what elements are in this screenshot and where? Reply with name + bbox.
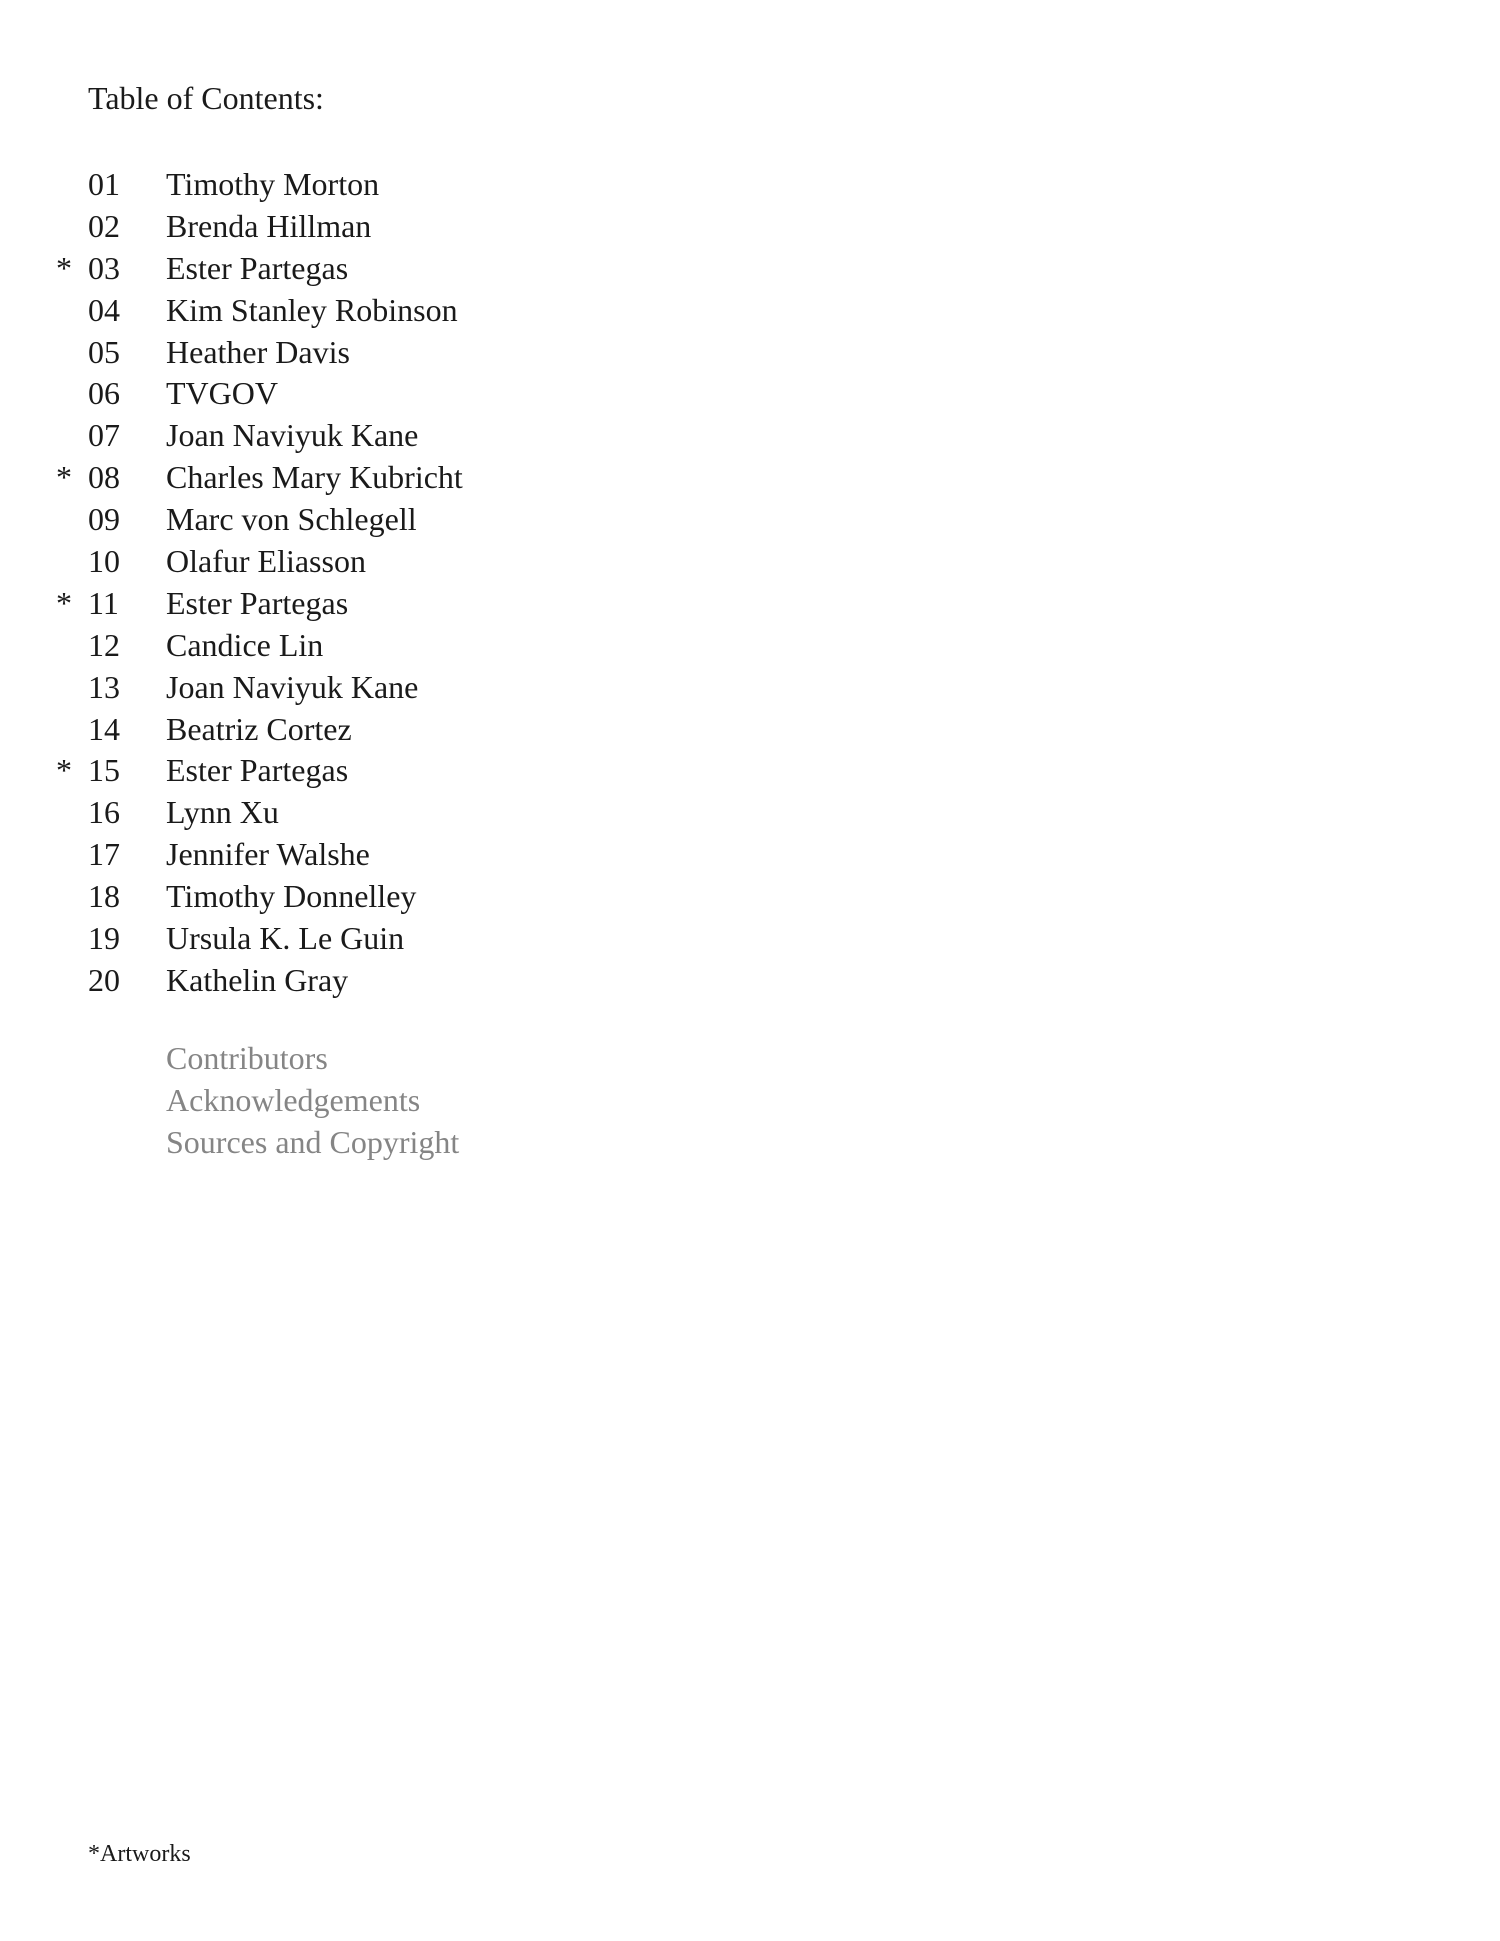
artwork-marker: * (56, 249, 72, 286)
toc-entry[interactable] (0, 247, 600, 289)
toc-entry-number: 05 (88, 333, 120, 370)
toc-entry-name: Joan Naviyuk Kane (166, 417, 419, 454)
toc-entry-name: Jennifer Walshe (166, 836, 370, 873)
toc-entry-number: 01 (88, 166, 120, 202)
toc-entry[interactable] (0, 289, 600, 331)
toc-entry-number: 10 (88, 543, 120, 580)
toc-list (0, 163, 600, 1001)
toc-entry-number: 14 (88, 710, 120, 747)
toc-entry-name: Marc von Schlegell (166, 501, 417, 538)
toc-entry-name: Charles Mary Kubricht (166, 459, 463, 496)
toc-entry[interactable] (0, 666, 600, 708)
toc-entry[interactable] (0, 540, 600, 582)
toc-entry-number: 19 (88, 920, 120, 957)
artwork-marker: * (56, 584, 72, 621)
toc-entry-name: Candice Lin (166, 626, 324, 663)
toc-entry-number: 02 (88, 207, 120, 244)
toc-entry[interactable] (0, 582, 600, 624)
toc-entry-name: Lynn Xu (166, 794, 279, 831)
toc-entry[interactable] (0, 917, 600, 959)
toc-entry-number: 15 (88, 752, 120, 789)
toc-entry-name: Ursula K. Le Guin (166, 920, 405, 957)
toc-entry[interactable] (0, 163, 600, 205)
toc-entry-name: Timothy Donnelley (166, 878, 417, 915)
toc-entry[interactable] (0, 708, 600, 750)
toc-entry-name: Ester Partegas (166, 249, 349, 286)
toc-entry-number: 07 (88, 417, 120, 454)
toc-entry-name: Brenda Hillman (166, 207, 372, 244)
toc-entry-number: 03 (88, 249, 120, 286)
back-matter-item[interactable]: Contributors (166, 1040, 328, 1076)
toc-entry-name: TVGOV (166, 375, 278, 412)
page-title: Table of Contents: (88, 80, 324, 116)
toc-entry[interactable] (0, 875, 600, 917)
toc-entry[interactable] (0, 749, 600, 791)
toc-entry-number: 11 (88, 584, 119, 621)
back-matter-item[interactable]: Acknowledgements (166, 1081, 421, 1118)
toc-entry[interactable] (0, 456, 600, 498)
toc-entry-name: Kim Stanley Robinson (166, 291, 458, 328)
toc-entry-name: Heather Davis (166, 333, 350, 370)
toc-entry-number: 08 (88, 459, 120, 496)
back-matter-item[interactable]: Sources and Copyright (166, 1123, 460, 1160)
toc-entry[interactable] (0, 498, 600, 540)
toc-entry-number: 09 (88, 501, 120, 538)
footnote: *Artworks (88, 1841, 191, 1867)
toc-entry[interactable] (0, 372, 600, 414)
toc-entry[interactable] (0, 833, 600, 875)
toc-entry-number: 06 (88, 375, 120, 412)
artwork-marker: * (56, 752, 72, 789)
artwork-marker: * (56, 459, 72, 496)
toc-entry-name: Ester Partegas (166, 584, 349, 621)
toc-entry-number: 16 (88, 794, 120, 831)
toc-entry-number: 04 (88, 291, 120, 328)
toc-entry[interactable] (0, 205, 600, 247)
toc-entry-name: Kathelin Gray (166, 961, 349, 998)
toc-entry-name: Timothy Morton (166, 166, 380, 202)
toc-entry[interactable] (0, 331, 600, 373)
toc-entry-number: 13 (88, 668, 120, 705)
toc-entry-name: Beatriz Cortez (166, 710, 352, 747)
toc-entry-number: 18 (88, 878, 120, 915)
toc-entry-number: 20 (88, 961, 120, 998)
toc-entry[interactable] (0, 791, 600, 833)
toc-entry[interactable] (0, 624, 600, 666)
toc-entry-name: Ester Partegas (166, 752, 349, 789)
toc-entry-name: Olafur Eliasson (166, 543, 366, 580)
toc-entry-number: 12 (88, 626, 120, 663)
toc-entry[interactable] (0, 414, 600, 456)
toc-entry-number: 17 (88, 836, 120, 873)
back-matter-list (166, 1037, 459, 1163)
toc-entry-name: Joan Naviyuk Kane (166, 668, 419, 705)
toc-entry[interactable] (0, 959, 600, 1001)
